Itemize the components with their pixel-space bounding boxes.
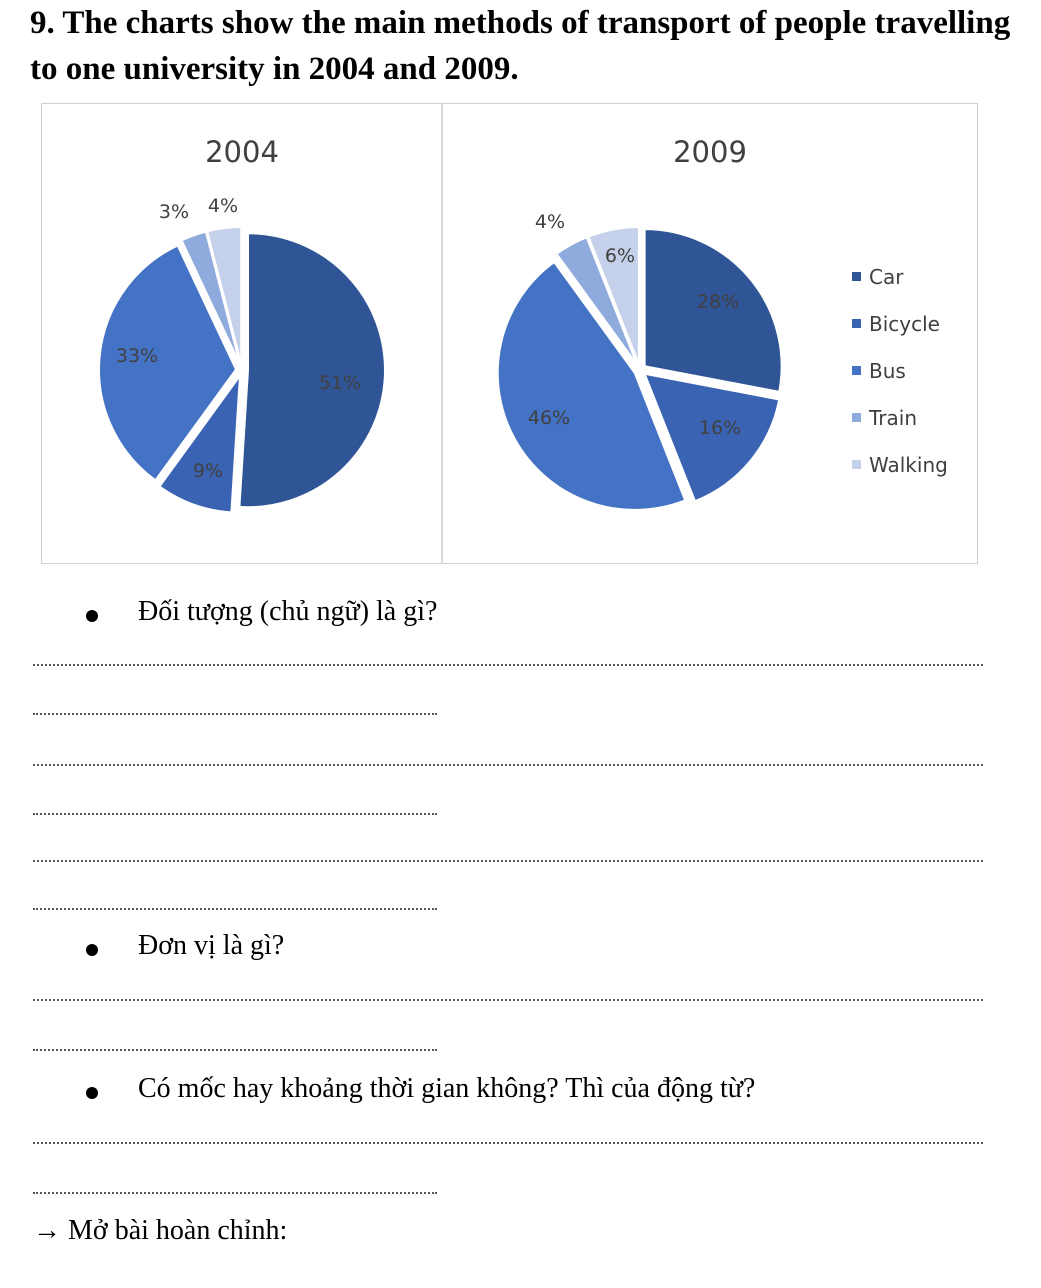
- data-label-2004-car: 51%: [318, 372, 362, 394]
- bullet-icon: [86, 944, 98, 956]
- data-label-2009-bicycle: 16%: [698, 417, 742, 439]
- data-label-2009-bus: 46%: [527, 407, 571, 429]
- question-heading: 9. The charts show the main methods of transport of people travelling to one university in 2004 and 2009.: [30, 5, 1011, 87]
- chart-title-2004: 2004: [205, 135, 279, 169]
- answer-line[interactable]: [33, 713, 437, 715]
- answer-line[interactable]: [33, 908, 437, 910]
- data-label-2009-walking: 6%: [604, 245, 636, 267]
- answer-line[interactable]: [33, 813, 437, 815]
- legend-label-bicycle: Bicycle: [869, 312, 940, 336]
- answer-line[interactable]: [33, 1049, 437, 1051]
- answer-line[interactable]: [33, 1142, 983, 1144]
- pie-charts: [0, 0, 1041, 600]
- question-time-text: Có mốc hay khoảng thời gian không? Thì của động từ?: [138, 1073, 756, 1104]
- data-label-2004-walking: 4%: [207, 195, 239, 217]
- legend-label-walking: Walking: [869, 453, 948, 477]
- answer-line[interactable]: [33, 860, 983, 862]
- answer-line[interactable]: [33, 999, 983, 1001]
- data-label-2009-train: 4%: [534, 211, 566, 233]
- pie-slice-2004-car: [239, 233, 385, 507]
- bullet-icon: [86, 1087, 98, 1099]
- chart-title-2009: 2009: [673, 135, 747, 169]
- legend-label-car: Car: [869, 265, 904, 289]
- final-prompt: → Mở bài hoàn chỉnh:: [33, 1215, 288, 1246]
- legend-swatch-bicycle: [852, 319, 861, 328]
- legend-swatch-bus: [852, 366, 861, 375]
- data-label-2009-car: 28%: [696, 291, 740, 313]
- legend-swatch-train: [852, 413, 861, 422]
- legend-swatch-walking: [852, 460, 861, 469]
- question-subject-text: Đối tượng (chủ ngữ) là gì?: [138, 596, 438, 627]
- question-unit-text: Đơn vị là gì?: [138, 930, 285, 961]
- data-label-2004-bus: 33%: [115, 345, 159, 367]
- bullet-icon: [86, 610, 98, 622]
- answer-line[interactable]: [33, 664, 983, 666]
- data-label-2004-train: 3%: [158, 201, 190, 223]
- data-label-2004-bicycle: 9%: [192, 460, 224, 482]
- answer-line[interactable]: [33, 764, 983, 766]
- legend-label-train: Train: [869, 406, 917, 430]
- answer-line[interactable]: [33, 1192, 437, 1194]
- legend-label-bus: Bus: [869, 359, 906, 383]
- legend-swatch-car: [852, 272, 861, 281]
- chart-legend: [852, 265, 948, 477]
